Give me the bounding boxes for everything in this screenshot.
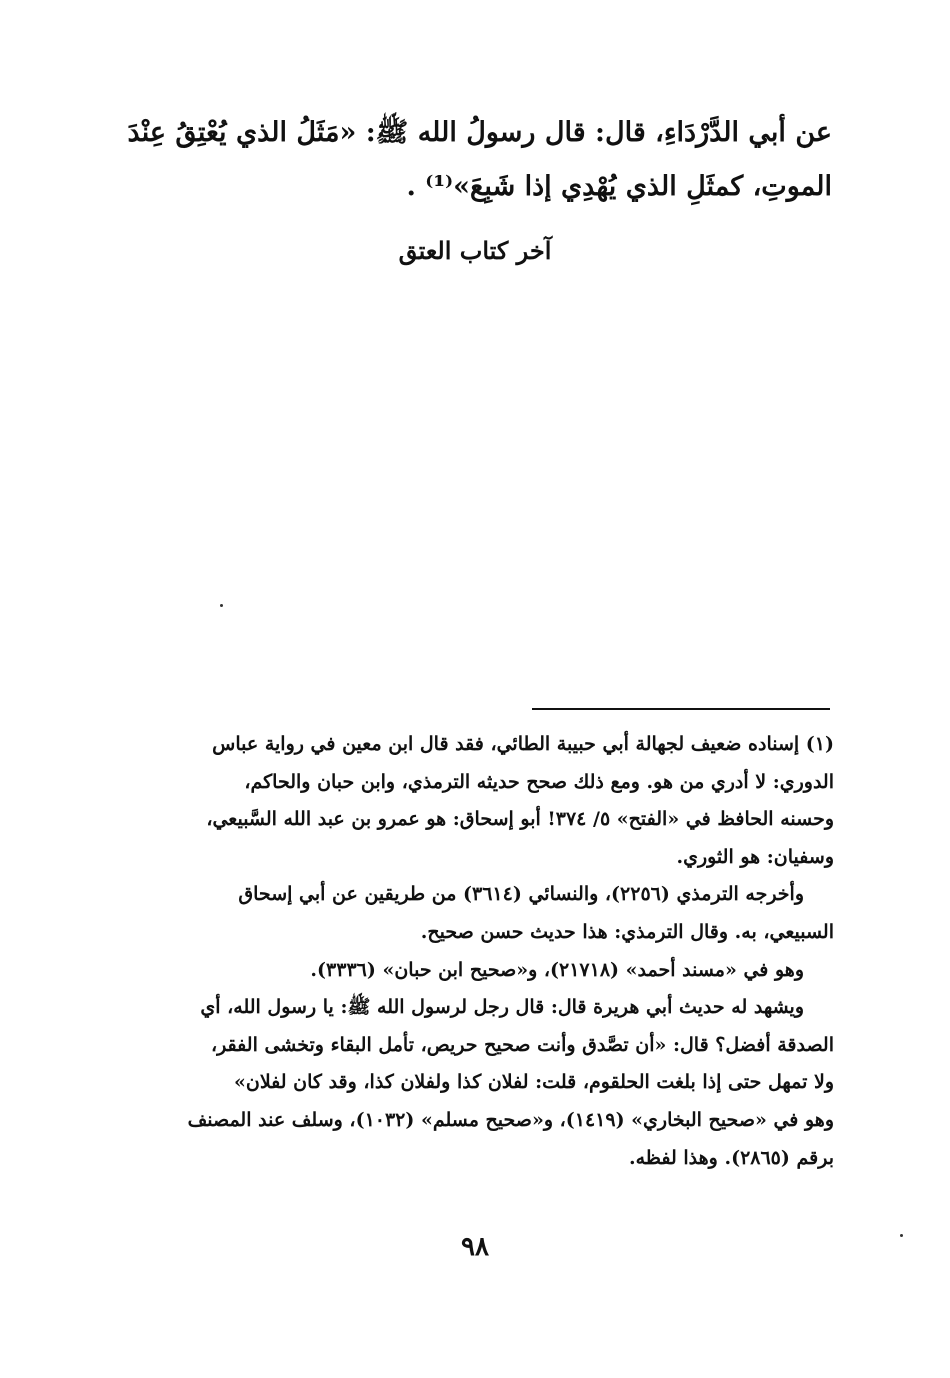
hadith-text bbox=[110, 106, 832, 214]
footnote-line: السبيعي، به. وقال الترمذي: هذا حديث حسن صحيح. bbox=[420, 920, 834, 943]
footnote-line: وسفيان: هو الثوري. bbox=[676, 845, 834, 868]
scan-speck bbox=[220, 604, 223, 607]
footnote-line: وأخرجه الترمذي (٢٢٥٦)، والنسائي (٣٦١٤) من طريقين عن أبي إسحاق bbox=[238, 883, 804, 906]
footnote-line: ويشهد له حديث أبي هريرة قال: قال رجل لرسول الله ﷺ: يا رسول الله، أي bbox=[200, 996, 804, 1019]
footnote-line: وهو في «صحيح البخاري» (١٤١٩)، و«صحيح مسلم» (١٠٣٢)، وسلف عند المصنف bbox=[187, 1108, 834, 1131]
hadith-line-1: عن أبي الدَّرْدَاءِ، قال: قال رسولُ الله ﷺ: «مَثَلُ الذي يُعْتِقُ عِنْدَ bbox=[127, 117, 832, 148]
scan-speck bbox=[900, 1234, 903, 1237]
footnote-paragraph-3 bbox=[118, 952, 834, 990]
footnote-line: وحسنه الحافظ في «الفتح» ٥/ ٣٧٤! أبو إسحاق: هو عمرو بن عبد الله السَّبيعي، bbox=[206, 808, 834, 831]
footnote-line: وهو في «مسند أحمد» (٢١٧١٨)، و«صحيح ابن حبان» (٣٣٣٦). bbox=[310, 958, 804, 981]
footnote-line: الصدقة أفضل؟ قال: «أن تصَّدق وأنت صحيح حريص، تأمل البقاء وتخشى الفقر، bbox=[210, 1033, 834, 1056]
hadith-line-2: الموتِ، كمثَلِ الذي يُهْدِي إذا شَبِعَ»⁽¹⁾ . bbox=[406, 171, 832, 202]
page-number: ٩٨ bbox=[461, 1232, 489, 1262]
footnote-line: (١) إسناده ضعيف لجهالة أبي حبيبة الطائي، فقد قال ابن معين في رواية عباس bbox=[212, 733, 834, 755]
footnote-paragraph-2 bbox=[118, 876, 834, 951]
footnote-divider bbox=[532, 708, 830, 710]
section-end-heading: آخر كتاب العتق bbox=[398, 236, 552, 265]
footnote-line: برقم (٢٨٦٥). وهذا لفظه. bbox=[628, 1146, 834, 1169]
footnote-paragraph-4 bbox=[118, 989, 834, 1177]
footnotes bbox=[118, 726, 834, 1177]
footnote-line: ولا تمهل حتى إذا بلغت الحلقوم، قلت: لفلان كذا ولفلان كذا، وقد كان لفلان» bbox=[233, 1071, 834, 1094]
footnote-line: الدوري: لا أدري من هو. ومع ذلك صحح حديثه الترمذي، وابن حبان والحاكم، bbox=[244, 770, 834, 793]
footnote-paragraph-1 bbox=[118, 726, 834, 876]
